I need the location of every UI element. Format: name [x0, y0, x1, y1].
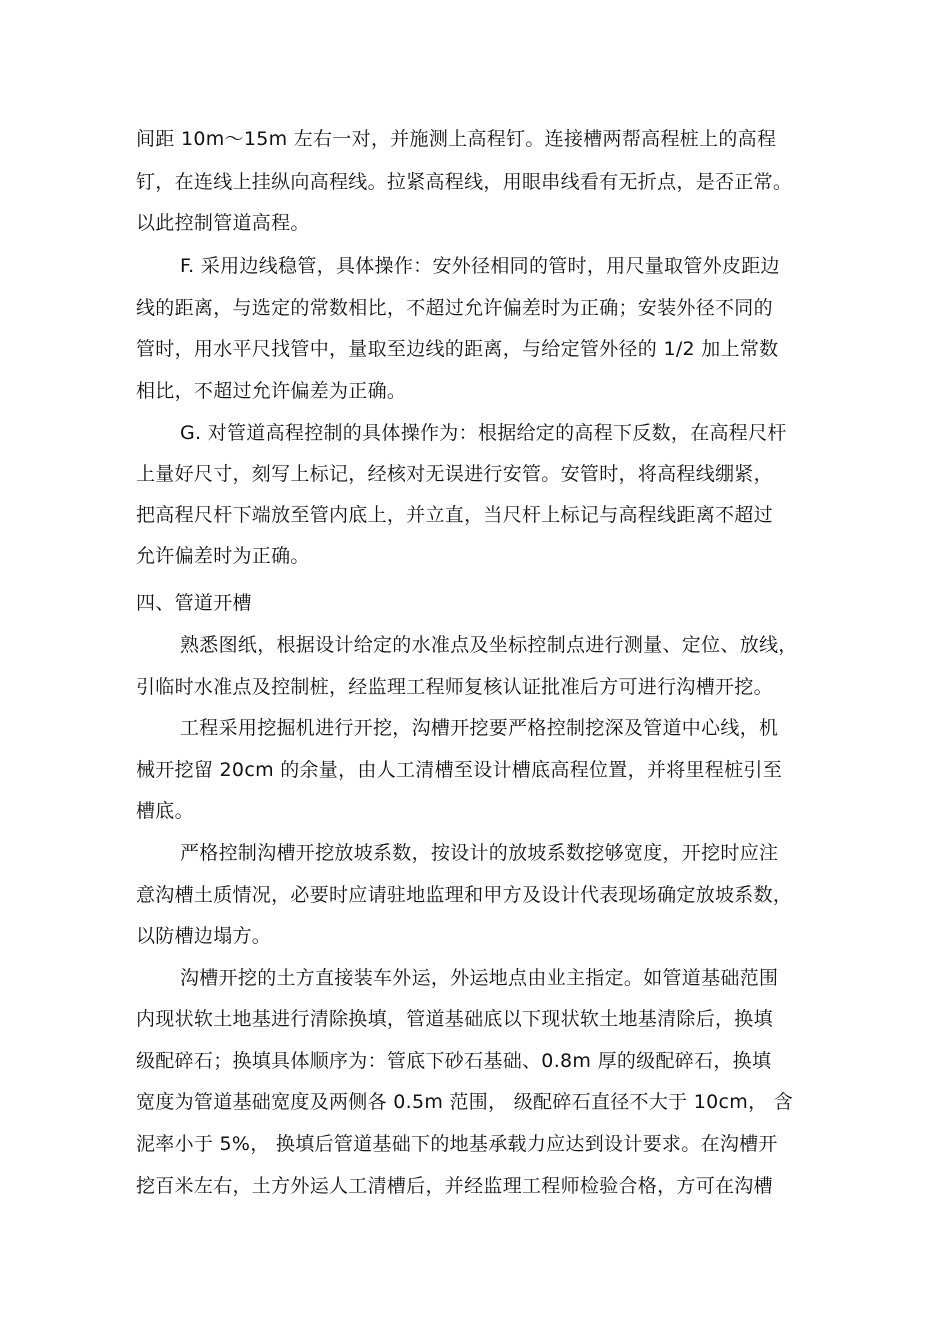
text-line: 槽底。	[136, 800, 194, 822]
text-line: 间距 10m～15m 左右一对，并施测上高程钉。连接槽两帮高程桩上的高程	[136, 128, 777, 150]
text-line: 械开挖留 20cm 的余量，由人工清槽至设计槽底高程位置，并将里程桩引至	[136, 759, 783, 781]
text-line: 宽度为管道基础宽度及两侧各 0.5m 范围， 级配碎石直径不大于 10cm， 含	[136, 1091, 794, 1113]
text-line: 允许偏差时为正确。	[136, 545, 310, 567]
section-heading: 四、管道开槽	[136, 592, 252, 614]
text-line: 引临时水准点及控制桩，经监理工程师复核认证批准后方可进行沟槽开挖。	[136, 676, 773, 698]
paragraph-start: 工程采用挖掘机进行开挖，沟槽开挖要严格控制挖深及管道中心线，机	[180, 717, 779, 739]
text-line: 相比，不超过允许偏差为正确。	[136, 380, 407, 402]
paragraph-f-start: F. 采用边线稳管，具体操作：安外径相同的管时，用尺量取管外皮距边	[180, 255, 780, 277]
text-line: 级配碎石；换填具体顺序为：管底下砂石基础、0.8m 厚的级配碎石，换填	[136, 1050, 772, 1072]
text-line: 以防槽边塌方。	[136, 925, 272, 947]
text-line: 钉，在连线上挂纵向高程线。拉紧高程线，用眼串线看有无折点，是否正常。	[136, 171, 793, 193]
text-line: 挖百米左右，土方外运人工清槽后，并经监理工程师检验合格，方可在沟槽	[136, 1175, 773, 1197]
text-line: 管时，用水平尺找管中，量取至边线的距离，与给定管外径的 1/2 加上常数	[136, 338, 779, 360]
text-line: 把高程尺杆下端放至管内底上，并立直，当尺杆上标记与高程线距离不超过	[136, 504, 773, 526]
text-line: 线的距离，与选定的常数相比，不超过允许偏差时为正确；安装外径不同的	[136, 297, 773, 319]
text-line: 内现状软土地基进行清除换填，管道基础底以下现状软土地基清除后，换填	[136, 1008, 773, 1030]
text-line: 意沟槽土质情况，必要时应请驻地监理和甲方及设计代表现场确定放坡系数，	[136, 884, 793, 906]
text-line: 以此控制管道高程。	[136, 212, 310, 234]
text-line: 泥率小于 5%， 换填后管道基础下的地基承载力应达到设计要求。在沟槽开	[136, 1133, 778, 1155]
paragraph-g-start: G. 对管道高程控制的具体操作为：根据给定的高程下反数，在高程尺杆	[180, 422, 787, 444]
paragraph-start: 严格控制沟槽开挖放坡系数，按设计的放坡系数挖够宽度，开挖时应注	[180, 842, 779, 864]
text-line: 上量好尺寸，刻写上标记，经核对无误进行安管。安管时，将高程线绷紧，	[136, 463, 773, 485]
paragraph-start: 沟槽开挖的土方直接装车外运，外运地点由业主指定。如管道基础范围	[180, 967, 779, 989]
paragraph-start: 熟悉图纸，根据设计给定的水准点及坐标控制点进行测量、定位、放线，	[180, 634, 798, 656]
